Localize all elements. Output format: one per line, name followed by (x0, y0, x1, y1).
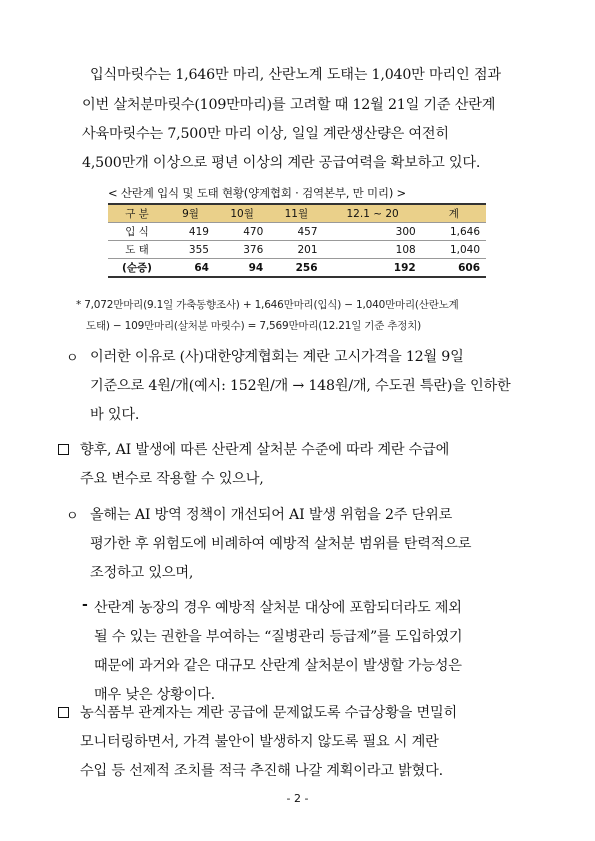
square-bullet-icon (58, 707, 69, 718)
sub-line: 될 수 있는 권한을 부여하는 “질병관리 등급제”를 도입하였기 (94, 629, 463, 645)
table-header: 12.1 ~ 20 (324, 204, 422, 223)
table-header: 9월 (166, 204, 215, 223)
circle-bullet-icon: ㅇ (66, 351, 79, 366)
square-bullet-icon (58, 444, 69, 455)
table-cell: 300 (324, 223, 422, 241)
table-row (108, 241, 486, 259)
section-line: 주요 변수로 작용할 수 있으나, (80, 471, 264, 487)
sub-line: 때문에 과거와 같은 대규모 산란계 살처분이 발생할 가능성은 (94, 658, 462, 674)
bullet-line: 평가한 후 위험도에 비례하여 예방적 살처분 범위를 탄력적으로 (90, 536, 472, 552)
table-cell: 376 (215, 241, 269, 259)
footnote-line: * 7,072만마리(9.1일 가축동향조사) + 1,646만마리(입식) − 1,040만마리(산란노계 (76, 299, 459, 311)
table-cell: 457 (269, 223, 323, 241)
table-cell: 1,646 (422, 223, 486, 241)
table-cell: 355 (166, 241, 215, 259)
table-cell: 108 (324, 241, 422, 259)
section-line: 향후, AI 발생에 따른 산란계 살처분 수준에 따라 계란 수급에 (80, 442, 450, 458)
table-cell: 419 (166, 223, 215, 241)
page-number: - 2 - (286, 792, 309, 805)
table-cell: 470 (215, 223, 269, 241)
footnote-line: 도태) − 109만마리(살처분 마릿수) = 7,569만마리(12.21일 기준 추정치) (86, 320, 422, 332)
row-label: 도 태 (108, 241, 166, 259)
intro-line: 사육마릿수는 7,500만 마리 이상, 일일 계란생산량은 여전히 (82, 126, 449, 142)
table-cell: 201 (269, 241, 323, 259)
table-header: 11월 (269, 204, 323, 223)
section-line: 수입 등 선제적 조치를 적극 추진해 나갈 계획이라고 밝혔다. (80, 763, 443, 779)
sub-line: 산란계 농장의 경우 예방적 살처분 대상에 포함되더라도 제외 (94, 600, 462, 616)
table-row-total (108, 259, 486, 278)
table-row (108, 223, 486, 241)
bullet-line: 이러한 이유로 (사)대한양계협회는 계란 고시가격을 12월 9일 (90, 349, 464, 365)
circle-bullet-icon: ㅇ (66, 509, 79, 524)
section-line: 농식품부 관계자는 계란 공급에 문제없도록 수급상황을 면밀히 (80, 705, 457, 721)
bullet-line: 올해는 AI 방역 정책이 개선되어 AI 발생 위험을 2주 단위로 (90, 507, 453, 523)
bullet-line: 조정하고 있으며, (90, 565, 194, 581)
intro-line: 입식마릿수는 1,646만 마리, 산란노계 도태는 1,040만 마리인 점과 (90, 67, 501, 83)
table-cell: 1,040 (422, 241, 486, 259)
row-label: 입 식 (108, 223, 166, 241)
dash-bullet-icon: - (82, 597, 88, 613)
table-caption: < 산란계 입식 및 도태 현황(양계협회 · 검역본부, 만 미리) > (108, 186, 406, 200)
intro-line: 4,500만개 이상으로 평년 이상의 계란 공급여력을 확보하고 있다. (82, 155, 481, 171)
bullet-line: 기준으로 4원/개(예시: 152원/개 → 148원/개, 수도권 특란)을 인하한 (90, 378, 511, 394)
table-cell: 64 (166, 259, 215, 278)
table-header: 10월 (215, 204, 269, 223)
table-cell: 256 (269, 259, 323, 278)
table-cell: 192 (324, 259, 422, 278)
intro-line: 이번 살처분마릿수(109만마리)를 고려할 때 12월 21일 기준 산란계 (82, 97, 496, 113)
table-cell: 94 (215, 259, 269, 278)
status-table (108, 203, 486, 278)
row-label: (순증) (108, 259, 166, 278)
table-header: 계 (422, 204, 486, 223)
table-cell: 606 (422, 259, 486, 278)
table-header: 구 분 (108, 204, 166, 223)
bullet-line: 바 있다. (90, 407, 140, 423)
section-line: 모니터링하면서, 가격 불안이 발생하지 않도록 필요 시 계란 (80, 734, 439, 750)
sub-line: 매우 낮은 상황이다. (94, 687, 215, 703)
table-header-row (108, 204, 486, 223)
